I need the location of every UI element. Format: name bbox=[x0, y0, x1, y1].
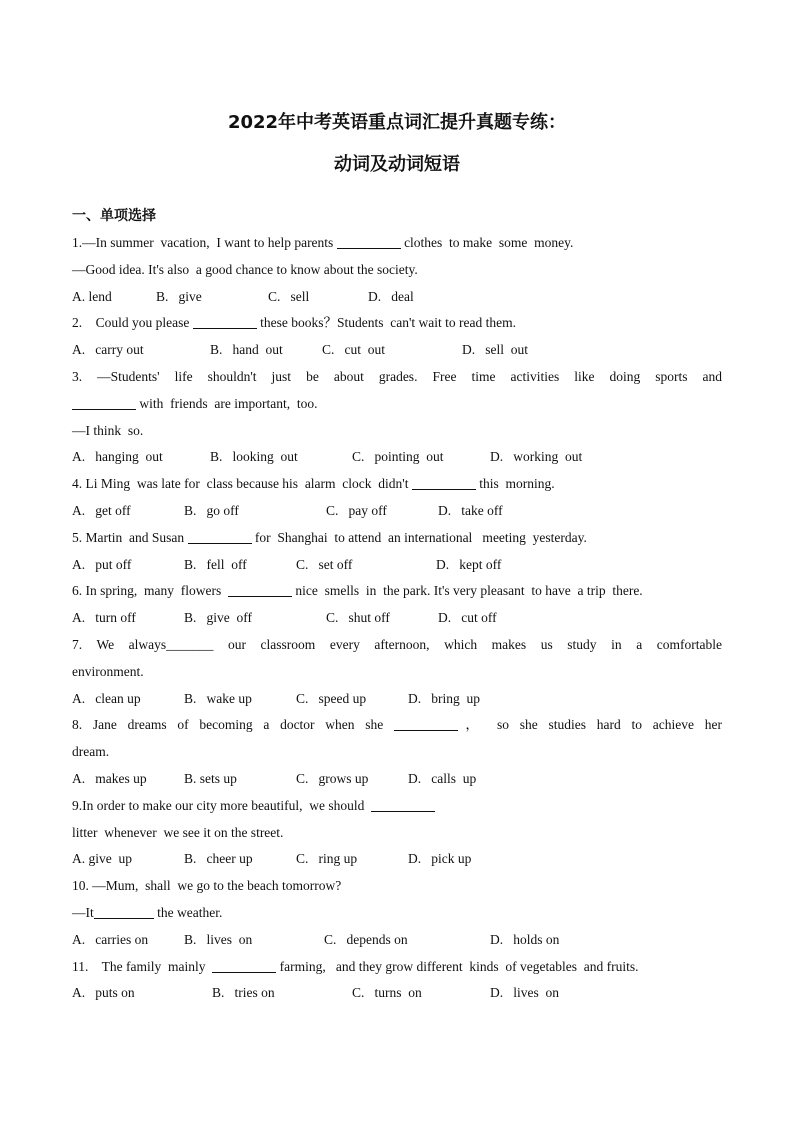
question-list bbox=[72, 230, 722, 1007]
option-a: A. hanging out bbox=[72, 449, 163, 465]
question-2-stem: 2. Could you please these books？Students can't wait to read them. bbox=[72, 310, 722, 337]
answer-blank bbox=[412, 473, 476, 490]
option-d: D. take off bbox=[438, 502, 503, 518]
answer-blank bbox=[394, 714, 458, 731]
option-c: C. pointing out bbox=[352, 449, 444, 465]
question-3-options bbox=[72, 444, 722, 471]
answer-blank bbox=[337, 232, 401, 249]
question-10-stem: 10. —Mum, shall we go to the beach tomorrow? bbox=[72, 878, 342, 894]
option-c: C. shut off bbox=[326, 610, 390, 626]
option-d: D. holds on bbox=[490, 931, 560, 947]
option-b: B. tries on bbox=[212, 985, 275, 1001]
question-10-reply: —It the weather. bbox=[72, 900, 722, 927]
answer-blank bbox=[193, 312, 257, 329]
section-heading: 一、单项选择 bbox=[72, 208, 156, 224]
question-4-options bbox=[72, 498, 722, 525]
page-subtitle: 动词及动词短语 bbox=[334, 154, 460, 175]
question-7-options bbox=[72, 686, 722, 713]
option-b: B. cheer up bbox=[184, 851, 253, 867]
question-6-stem: 6. In spring, many flowers nice smells in the park. It's very pleasant to have a trip there. bbox=[72, 578, 722, 605]
question-9-stem: 9.In order to make our city more beautiful, we should bbox=[72, 793, 722, 820]
option-c: C. ring up bbox=[296, 851, 358, 867]
option-a: A. makes up bbox=[72, 770, 147, 786]
question-1-stem: 1.—In summer vacation, I want to help parents clothes to make some money. bbox=[72, 230, 722, 257]
option-a: A. lend bbox=[72, 288, 112, 304]
option-b: B. give bbox=[156, 288, 202, 304]
option-d: D. deal bbox=[368, 288, 414, 304]
option-d: D. lives on bbox=[490, 985, 559, 1001]
option-b: B. fell off bbox=[184, 556, 247, 572]
option-d: D. sell out bbox=[462, 342, 528, 358]
question-9-stem-cont: litter whenever we see it on the street. bbox=[72, 824, 284, 840]
option-d: D. bring up bbox=[408, 690, 480, 706]
option-a: A. carry out bbox=[72, 342, 144, 358]
question-7-stem-cont: environment. bbox=[72, 663, 144, 679]
option-a: A. get off bbox=[72, 502, 131, 518]
question-10-options bbox=[72, 927, 722, 954]
option-a: A. put off bbox=[72, 556, 132, 572]
answer-blank bbox=[371, 795, 435, 812]
question-1-options bbox=[72, 284, 722, 311]
option-b: B. hand out bbox=[210, 342, 283, 358]
question-11-stem: 11. The family mainly farming, and they grow different kinds of vegetables and fruits. bbox=[72, 954, 722, 981]
option-c: C. set off bbox=[296, 556, 353, 572]
answer-blank bbox=[94, 902, 154, 919]
option-a: A. clean up bbox=[72, 690, 141, 706]
option-d: D. working out bbox=[490, 449, 583, 465]
answer-blank bbox=[228, 580, 292, 597]
page-title: 2022年中考英语重点词汇提升真题专练： bbox=[227, 112, 567, 133]
option-c: C. grows up bbox=[296, 770, 369, 786]
option-c: C. speed up bbox=[296, 690, 367, 706]
question-3-stem: 3. —Students' life shouldn't just be about grades. Free time activities like doing sports and bbox=[72, 368, 722, 384]
question-2-options bbox=[72, 337, 722, 364]
question-3-reply: —I think so. bbox=[72, 422, 144, 438]
option-a: A. carries on bbox=[72, 931, 149, 947]
answer-blank bbox=[188, 527, 252, 544]
option-d: D. kept off bbox=[436, 556, 502, 572]
answer-blank bbox=[212, 956, 276, 973]
answer-blank bbox=[72, 393, 136, 410]
option-a: A. turn off bbox=[72, 610, 136, 626]
option-b: B. lives on bbox=[184, 931, 253, 947]
option-a: A. give up bbox=[72, 851, 132, 867]
option-b: B. sets up bbox=[184, 770, 237, 786]
question-8-stem: 8. Jane dreams of becoming a doctor when she ， so she studies hard to achieve her bbox=[72, 712, 722, 739]
question-3-stem-cont: with friends are important, too. bbox=[72, 391, 722, 418]
question-11-options bbox=[72, 980, 722, 1007]
question-9-options bbox=[72, 846, 722, 873]
option-b: B. go off bbox=[184, 502, 239, 518]
option-d: D. pick up bbox=[408, 851, 472, 867]
option-c: C. turns on bbox=[352, 985, 422, 1001]
option-b: B. looking out bbox=[210, 449, 298, 465]
option-d: D. calls up bbox=[408, 770, 477, 786]
option-c: C. cut out bbox=[322, 342, 385, 358]
option-c: C. depends on bbox=[324, 931, 408, 947]
question-8-stem-cont: dream. bbox=[72, 744, 110, 760]
option-a: A. puts on bbox=[72, 985, 135, 1001]
question-1-reply: —Good idea. It's also a good chance to know about the society. bbox=[72, 261, 418, 277]
option-b: B. wake up bbox=[184, 690, 252, 706]
option-d: D. cut off bbox=[438, 610, 497, 626]
option-b: B. give off bbox=[184, 610, 252, 626]
question-5-stem: 5. Martin and Susan for Shanghai to attend an international meeting yesterday. bbox=[72, 525, 722, 552]
question-6-options bbox=[72, 605, 722, 632]
option-c: C. pay off bbox=[326, 502, 387, 518]
question-5-options bbox=[72, 552, 722, 579]
question-8-options bbox=[72, 766, 722, 793]
question-4-stem: 4. Li Ming was late for class because his alarm clock didn't this morning. bbox=[72, 471, 722, 498]
option-c: C. sell bbox=[268, 288, 310, 304]
question-7-stem: 7. We always_______ our classroom every afternoon, which makes us study in a comfortable bbox=[72, 636, 722, 652]
